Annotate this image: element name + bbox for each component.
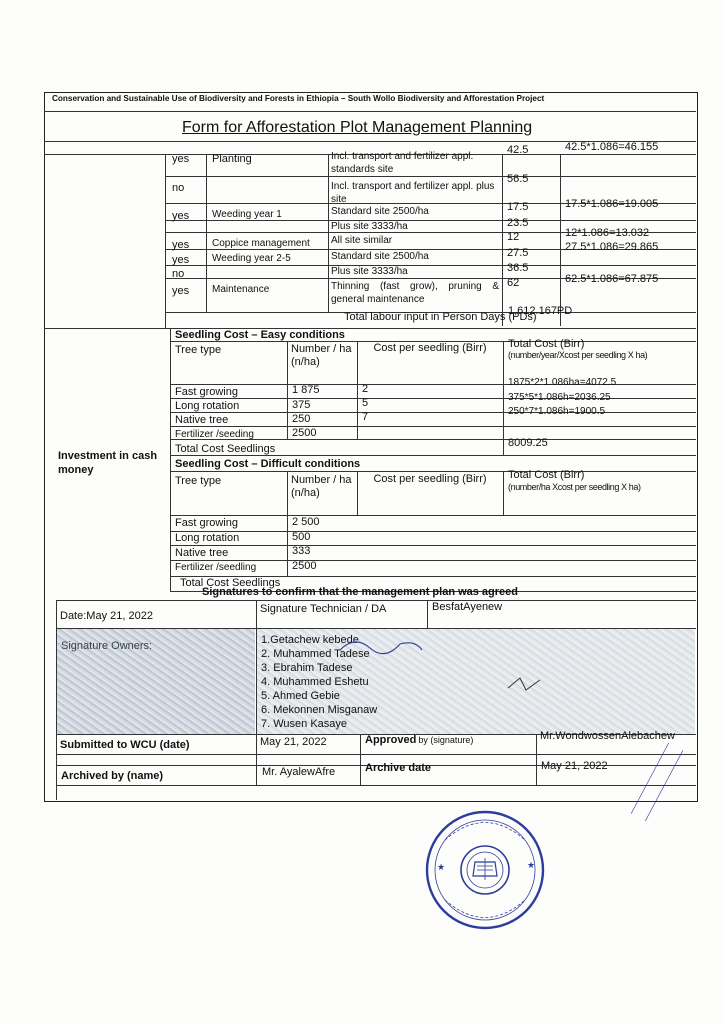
approved-label-text: Approved (365, 734, 417, 746)
total-labour-label: Total labour input in Person Days (PDs) (344, 311, 537, 323)
archived-label: Archived by (name) (61, 770, 164, 782)
approved-label (365, 735, 473, 746)
easy-cost-1: 2 (362, 383, 369, 395)
difficult-number-2: 500 (292, 531, 311, 543)
labour-days-8: 62 (507, 277, 520, 289)
easy-col-cost: Cost per seedling (Birr) (373, 342, 487, 354)
labour-flag-1: yes (172, 153, 190, 165)
owner-4: 4. Muhammed Eshetu (261, 676, 369, 688)
easy-tree-2: Long rotation (175, 400, 240, 412)
labour-desc-6: Standard site 2500/ha (331, 251, 429, 262)
difficult-tree-4: Fertilizer /seedling (175, 562, 257, 573)
difficult-col-number: Number / ha (n/ha) (291, 474, 352, 499)
difficult-col-total-sub: (number/ha Xcost per seedling X ha) (508, 482, 641, 492)
difficult-number-1: 2 500 (292, 516, 320, 528)
archive-date-value: May 21, 2022 (541, 760, 608, 772)
difficult-title: Seedling Cost – Difficult conditions (175, 458, 361, 470)
easy-number-2: 375 (292, 399, 311, 411)
owner-7: 7. Wusen Kasaye (261, 718, 348, 730)
easy-tree-4: Fertilizer /seeding (175, 429, 254, 440)
easy-tree-1: Fast growing (175, 386, 238, 398)
labour-days-1: 42.5 (507, 144, 529, 156)
labour-calc-3: 17.5*1.086=19.005 (565, 198, 659, 210)
easy-title: Seedling Cost – Easy conditions (175, 329, 345, 341)
owner-3: 3. Ebrahim Tadese (261, 662, 353, 674)
easy-col-total-sub: (number/year/Xcost per seedling X ha) (508, 350, 648, 360)
submitted-label: Submitted to WCU (date) (60, 739, 190, 751)
owner-2: 2. Muhammed Tadese (261, 648, 370, 660)
owner-6: 6. Mekonnen Misganaw (261, 704, 378, 716)
round-seal-icon (415, 800, 555, 940)
easy-col-total: Total Cost (Birr) (508, 338, 585, 350)
approved-sub-label: by (signature) (418, 735, 474, 745)
easy-total-label: Total Cost Seedlings (175, 443, 276, 455)
labour-flag-7: no (172, 268, 185, 280)
labour-desc-7: Plus site 3333/ha (331, 266, 408, 277)
easy-total-value: 8009.25 (508, 437, 548, 449)
easy-total-3: 250*7*1.086h=1900.5 (508, 406, 606, 417)
labour-flag-3: yes (172, 210, 190, 222)
difficult-col-tree: Tree type (175, 475, 222, 487)
difficult-tree-1: Fast growing (175, 517, 238, 529)
total-labour-value: 1,612.167PD (508, 305, 573, 317)
difficult-number-3: 333 (292, 545, 311, 557)
labour-desc-3: Standard site 2500/ha (331, 206, 429, 217)
labour-desc-8: Thinning (fast grow), pruning & general maintenance (331, 281, 499, 305)
labour-days-5: 12 (507, 231, 520, 243)
easy-total-1: 1875*2*1.086ha=4072.5 (508, 377, 617, 388)
easy-number-4: 2500 (292, 427, 317, 439)
approver-name: Mr.WondwossenAlebachew (540, 730, 675, 742)
labour-calc-5: 12*1.086=13.032 (565, 227, 650, 239)
labour-calc-1: 42.5*1.086=46.155 (565, 141, 659, 153)
easy-cost-2: 5 (362, 397, 369, 409)
difficult-number-4: 2500 (292, 560, 317, 572)
labour-flag-6: yes (172, 254, 190, 266)
labour-days-2: 56.5 (507, 173, 529, 185)
technician-name: BesfatAyenew (432, 601, 503, 613)
owners-label: Signature Owners: (61, 640, 153, 652)
labour-days-6: 27.5 (507, 247, 529, 259)
labour-desc-4: Plus site 3333/ha (331, 221, 408, 232)
signatures-title: Signatures to confirm that the management plan was agreed (202, 586, 519, 598)
signature-scribble (330, 630, 430, 660)
difficult-col-cost: Cost per seedling (Birr) (373, 473, 487, 485)
labour-days-3: 17.5 (507, 201, 529, 213)
signature-mark (500, 670, 550, 700)
easy-total-2: 375*5*1.086h=2036.25 (508, 392, 611, 403)
labour-days-7: 36.5 (507, 262, 529, 274)
labour-desc-5: All site similar (331, 235, 393, 246)
labour-activity-6: Weeding year 2-5 (212, 253, 291, 264)
svg-text:★: ★ (437, 862, 446, 872)
difficult-tree-3: Native tree (175, 547, 229, 559)
svg-text:★: ★ (527, 860, 536, 870)
easy-number-3: 250 (292, 413, 311, 425)
easy-col-number: Number / ha (n/ha) (291, 343, 352, 368)
owner-1: 1.Getachew kebede (261, 634, 359, 646)
investment-label: Investment in cash money (58, 450, 158, 476)
signature-date: Date:May 21, 2022 (60, 610, 153, 622)
labour-activity-5: Coppice management (212, 238, 310, 249)
difficult-col-total: Total Cost (Birr) (508, 469, 585, 481)
labour-activity-3: Weeding year 1 (212, 209, 282, 220)
easy-tree-3: Native tree (175, 414, 229, 426)
easy-col-tree: Tree type (175, 344, 222, 356)
labour-days-4: 23.5 (507, 217, 529, 229)
difficult-tree-2: Long rotation (175, 532, 240, 544)
easy-number-1: 1 875 (292, 384, 320, 396)
project-header: Conservation and Sustainable Use of Biodiversity and Forests in Ethiopia – South Wollo Biodiversity and Afforestation Project (52, 94, 545, 103)
labour-flag-2: no (172, 182, 185, 194)
archived-value: Mr. AyalewAfre (262, 766, 336, 778)
labour-flag-5: yes (172, 239, 190, 251)
labour-calc-8: 62.5*1.086=67.875 (565, 273, 659, 285)
archive-date-label: Archive date (365, 762, 432, 774)
owner-5: 5. Ahmed Gebie (261, 690, 340, 702)
labour-desc-1: Incl. transport and fertilizer appl. standards site (331, 151, 474, 175)
labour-desc-2: Incl. transport and fertilizer appl. plus site (331, 181, 495, 205)
submitted-value: May 21, 2022 (260, 736, 327, 748)
form-title: Form for Afforestation Plot Management Planning (182, 119, 533, 136)
easy-cost-3: 7 (362, 411, 369, 423)
labour-activity-1: Planting (212, 153, 252, 165)
difficult-total-label: Total Cost Seedlings (180, 577, 281, 589)
rectangular-stamp-icon (612, 712, 702, 852)
labour-flag-8: yes (172, 285, 190, 297)
labour-activity-8: Maintenance (212, 284, 270, 295)
technician-label: Signature Technician / DA (260, 603, 387, 615)
labour-calc-6: 27.5*1.086=29.865 (565, 241, 659, 253)
